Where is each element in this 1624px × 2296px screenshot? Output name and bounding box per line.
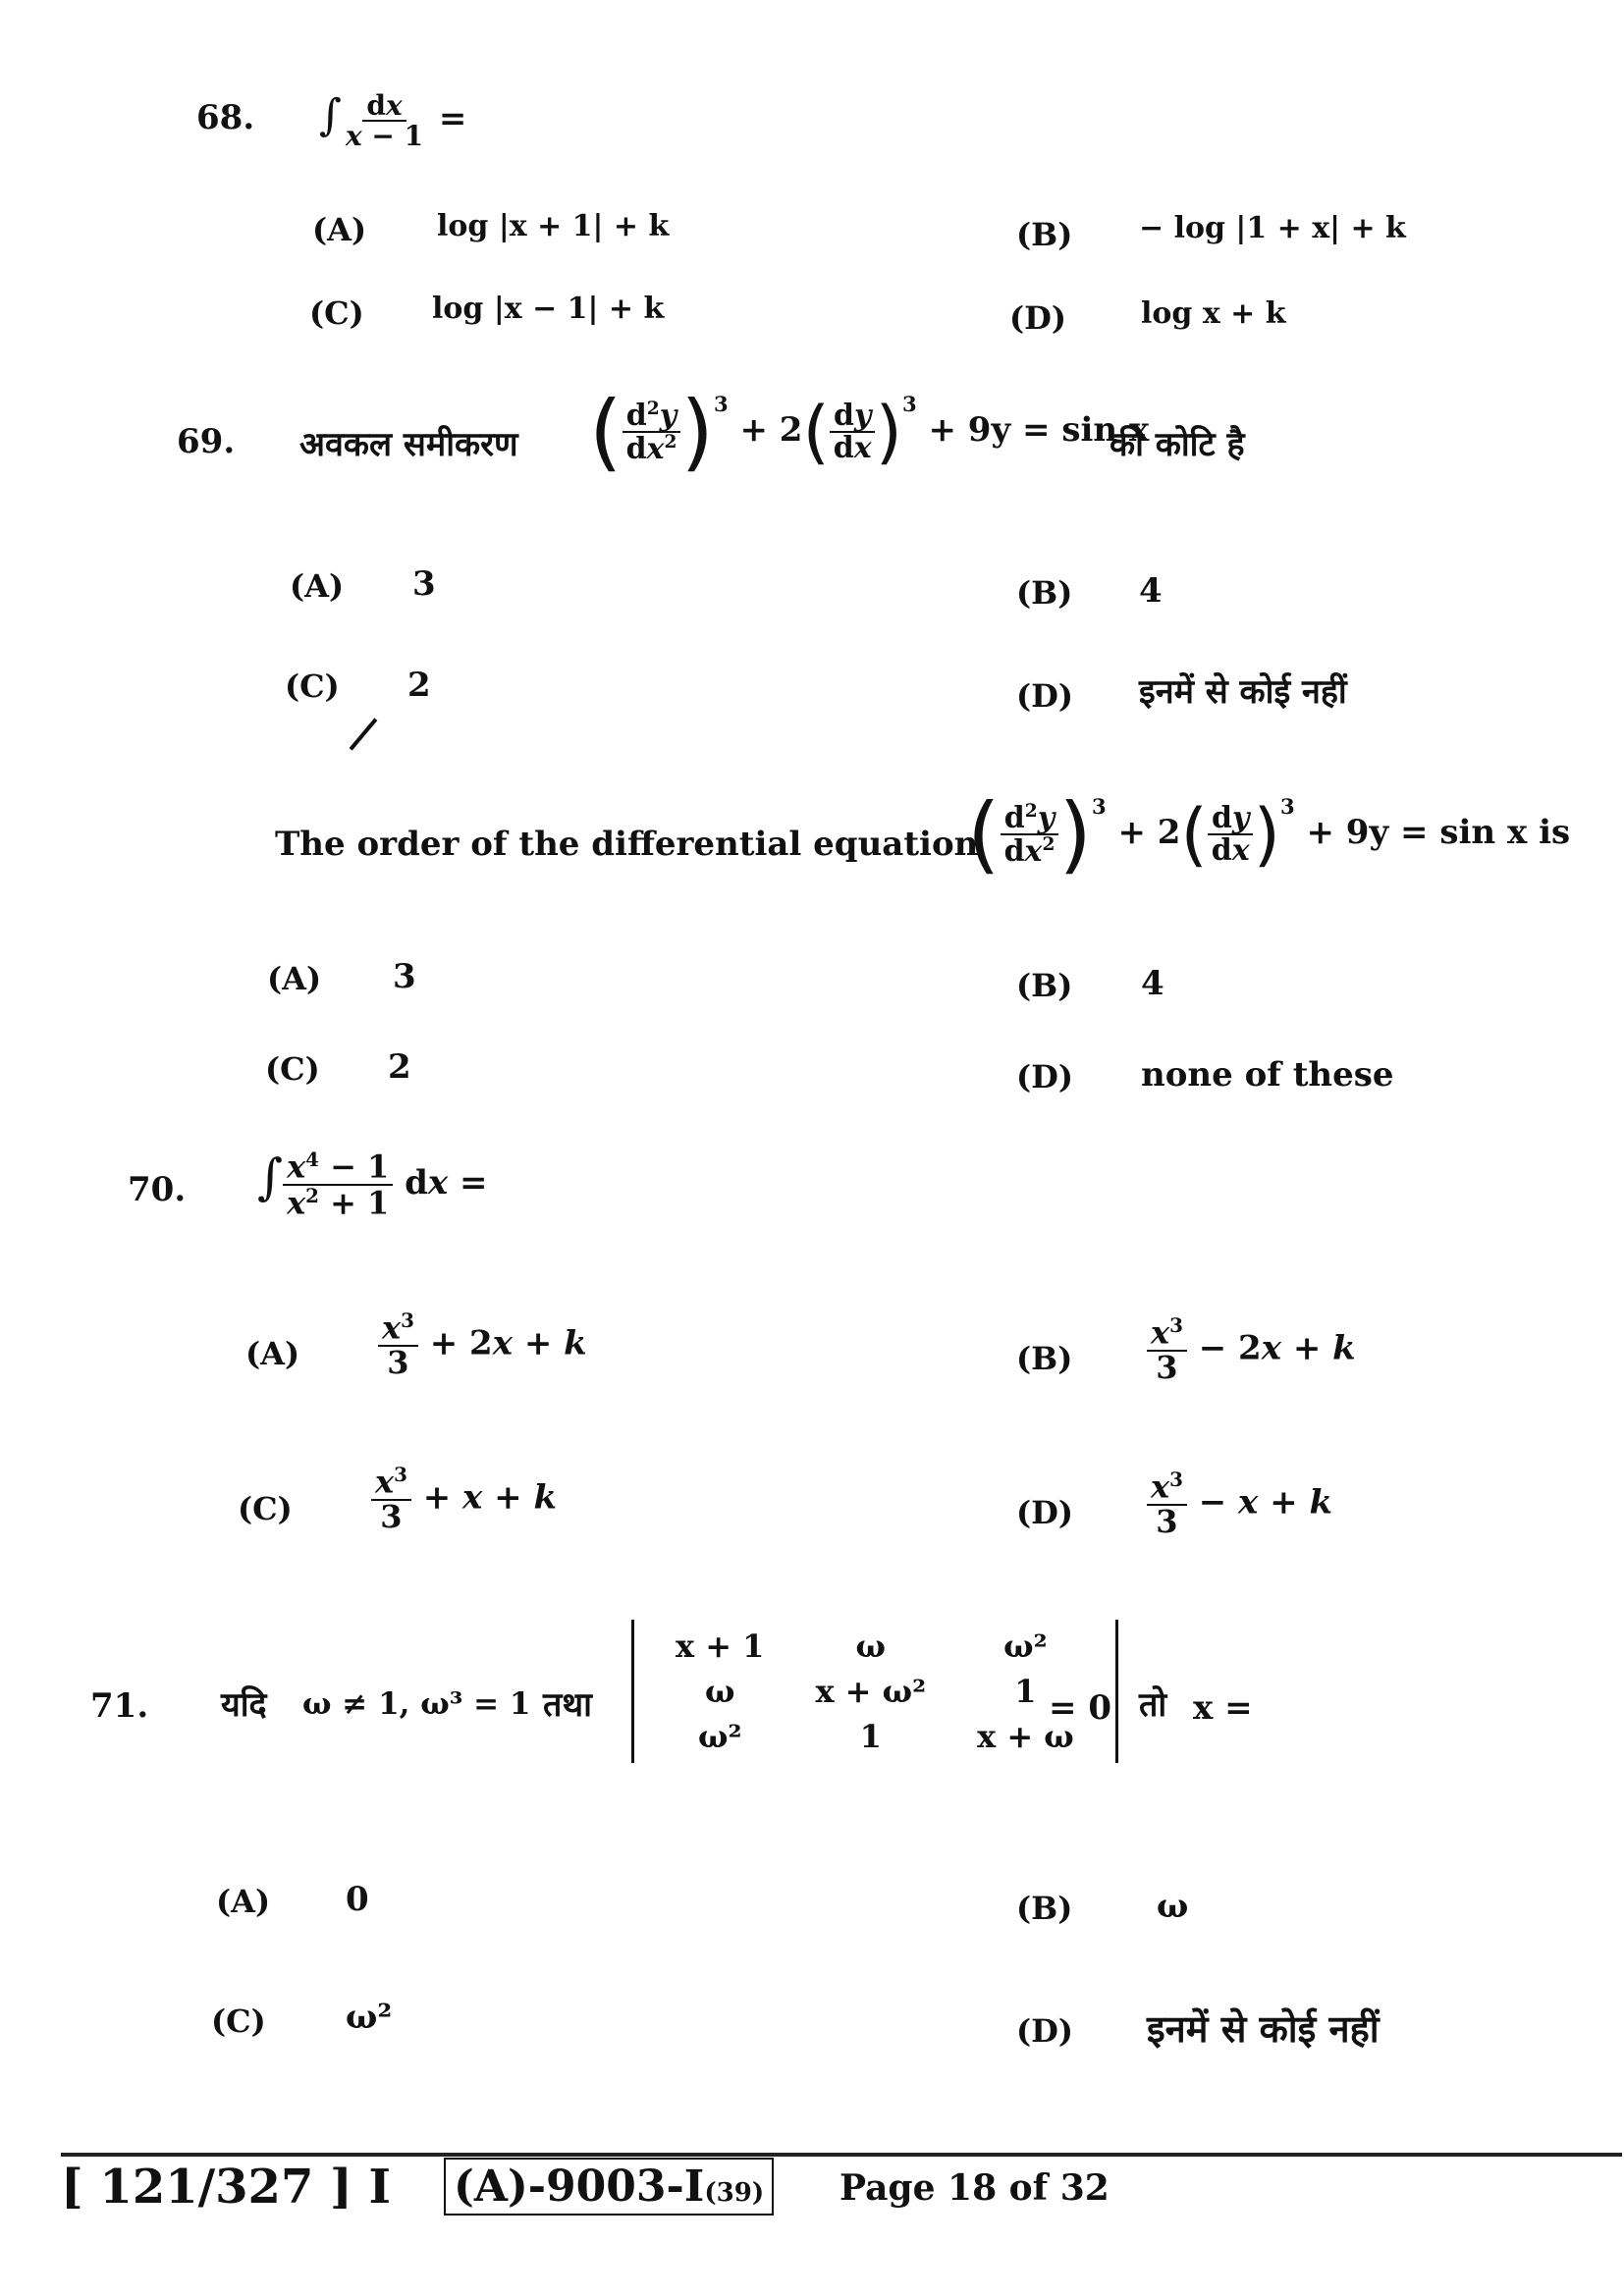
q68-option-c-text[interactable]: log |x − 1| + k xyxy=(432,292,665,326)
q70-option-c-text[interactable]: $\frac{x^3}{3}$ + x + k xyxy=(371,1465,557,1534)
footer-paper-code: [ 121/327 ] I xyxy=(61,2160,391,2215)
question-69-english-prefix: The order of the differential equation xyxy=(275,825,979,864)
question-71-unknown: x = xyxy=(1193,1688,1253,1728)
question-71-equals: = 0 xyxy=(1049,1688,1111,1728)
q69-hi-option-c-label[interactable]: (C) xyxy=(285,667,340,705)
question-69-hindi-prefix: अवकल समीकरण xyxy=(299,425,518,464)
q69-en-option-a-text[interactable]: 3 xyxy=(393,957,416,996)
question-69-equation-hindi: ( $\frac{d^2y}{dx^2}$ )$^3$ + 2( $\frac{dy}{dx}$ )$^3$ + 9y = sin x xyxy=(589,383,1150,481)
q69-en-option-c-text[interactable]: 2 xyxy=(388,1047,411,1087)
question-69-hindi-suffix: की कोटि है xyxy=(1110,425,1245,464)
q70-option-c-label[interactable]: (C) xyxy=(238,1490,293,1527)
question-71-number: 71. xyxy=(90,1686,149,1726)
question-71-condition: ω ≠ 1, ω³ = 1 xyxy=(302,1686,531,1722)
pen-tick-mark xyxy=(350,718,378,750)
q69-hi-option-a-text[interactable]: 3 xyxy=(412,564,436,604)
q68-option-b-text[interactable]: − log |1 + x| + k xyxy=(1139,211,1406,245)
q70-option-b-text[interactable]: $\frac{x^3}{3}$ − 2x + k xyxy=(1147,1315,1356,1385)
q69-en-option-b-text[interactable]: 4 xyxy=(1141,964,1164,1003)
q69-hi-option-d-text[interactable]: इनमें से कोई नहीं xyxy=(1139,672,1347,712)
q71-option-b-text[interactable]: ω xyxy=(1157,1887,1189,1926)
question-69-equation-english: ( $\frac{d^2y}{dx^2}$ )$^3$ + 2( $\frac{dy}{dx}$ )$^3$ + 9y = sin x is xyxy=(967,785,1571,883)
determinant-matrix xyxy=(631,1620,1118,1763)
question-70-number: 70. xyxy=(128,1170,187,1209)
q69-hi-option-b-text[interactable]: 4 xyxy=(1139,571,1163,611)
q69-rhs-english: + 9y = sin x xyxy=(1306,813,1528,852)
q71-option-d-label[interactable]: (D) xyxy=(1016,2012,1074,2050)
q69-hi-option-a-label[interactable]: (A) xyxy=(290,567,345,605)
matrix-cell: 1 xyxy=(1014,1673,1037,1710)
question-68-number: 68. xyxy=(196,98,255,137)
q69-en-option-c-label[interactable]: (C) xyxy=(265,1050,320,1088)
matrix-cell: x + ω² xyxy=(815,1673,927,1710)
q68-option-d-label[interactable]: (D) xyxy=(1009,299,1067,337)
footer-page-number: Page 18 of 32 xyxy=(839,2167,1110,2209)
question-71-hindi-and: तथा xyxy=(543,1685,592,1725)
q71-option-a-text[interactable]: 0 xyxy=(346,1880,369,1919)
q69-hi-option-b-label[interactable]: (B) xyxy=(1016,574,1073,612)
q70-option-d-label[interactable]: (D) xyxy=(1016,1494,1074,1531)
q69-hi-option-d-label[interactable]: (D) xyxy=(1016,677,1074,715)
matrix-cell: 1 xyxy=(859,1718,882,1755)
q69-en-option-b-label[interactable]: (B) xyxy=(1016,967,1073,1004)
q68-option-c-label[interactable]: (C) xyxy=(309,294,364,332)
q71-option-a-label[interactable]: (A) xyxy=(216,1883,271,1920)
q69-hi-option-c-text[interactable]: 2 xyxy=(407,666,431,705)
question-69-english-suffix: is xyxy=(1539,813,1571,852)
question-70-stem: ∫ $\frac{x^4 - 1}{x^2 + 1}$ dx = xyxy=(257,1147,488,1222)
q71-option-b-label[interactable]: (B) xyxy=(1016,1890,1073,1927)
booklet-code-sub: (39) xyxy=(704,2178,765,2208)
q71-option-d-text[interactable]: इनमें से कोई नहीं xyxy=(1147,2007,1380,2051)
q68-option-a-label[interactable]: (A) xyxy=(312,211,367,248)
matrix-cell: ω xyxy=(704,1673,735,1710)
matrix-cell: ω² xyxy=(697,1718,742,1755)
q68-option-b-label[interactable]: (B) xyxy=(1016,216,1073,253)
q70-option-a-label[interactable]: (A) xyxy=(245,1335,300,1372)
q71-option-c-text[interactable]: ω² xyxy=(346,1998,393,2037)
booklet-code-main: (A)-9003-I xyxy=(454,2162,705,2212)
q69-rhs-hindi: + 9y = sin x xyxy=(928,410,1150,450)
q71-option-c-label[interactable]: (C) xyxy=(211,2002,266,2040)
question-69-number: 69. xyxy=(177,422,236,461)
q68-option-d-text[interactable]: log x + k xyxy=(1141,296,1286,331)
matrix-cell: x + 1 xyxy=(676,1628,765,1665)
q69-en-option-d-text[interactable]: none of these xyxy=(1141,1055,1394,1095)
matrix-cell: ω² xyxy=(1003,1628,1048,1665)
question-71-hindi-prefix: यदि xyxy=(221,1685,267,1725)
question-71-hindi-then: तो xyxy=(1139,1685,1167,1725)
footer-booklet-code xyxy=(444,2158,774,2216)
q69-en-option-a-label[interactable]: (A) xyxy=(267,960,322,997)
q70-option-b-label[interactable]: (B) xyxy=(1016,1340,1073,1377)
matrix-cell: x + ω xyxy=(977,1718,1074,1755)
q68-option-a-text[interactable]: log |x + 1| + k xyxy=(437,209,670,243)
matrix-cell: ω xyxy=(855,1628,886,1665)
question-68-stem: ∫ $\frac{dx}{x - 1}$ = xyxy=(319,88,467,152)
footer-divider xyxy=(61,2153,1622,2157)
q70-option-a-text[interactable]: $\frac{x^3}{3}$ + 2x + k xyxy=(378,1310,587,1380)
q69-en-option-d-label[interactable]: (D) xyxy=(1016,1058,1074,1095)
q70-option-d-text[interactable]: $\frac{x^3}{3}$ − x + k xyxy=(1147,1469,1332,1539)
